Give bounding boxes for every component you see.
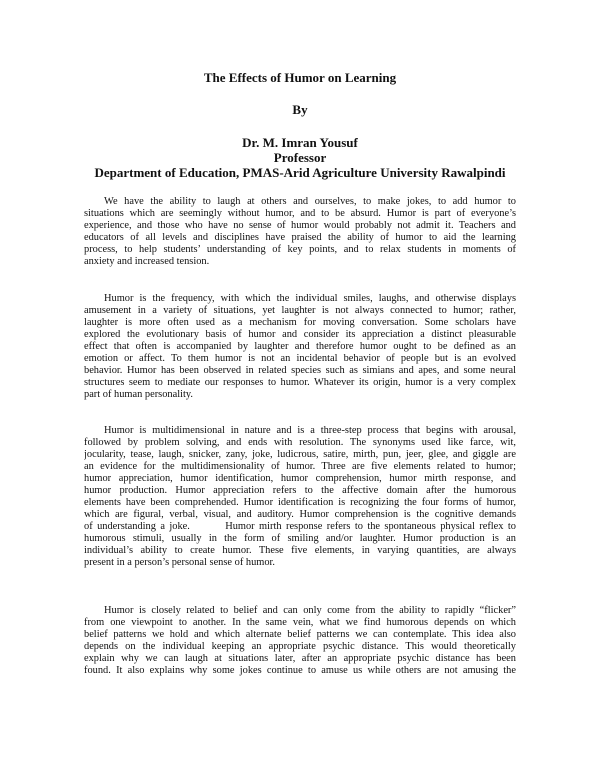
paragraph-3-line: humor appreciation, humor identification, humor comprehension, humor mirth response, and: [84, 473, 516, 484]
paragraph-2-line: effect that often is accompanied by laughter and therefore humor ought to be defined as an: [84, 341, 516, 352]
paragraph-3-line: individual’s ability to create humor. These five elements, in varying quantities, are always: [84, 545, 516, 556]
paragraph-3-line: humor production. Humor appreciation refers to the affective domain after the humorous: [84, 485, 516, 496]
paragraph-4-line: from one viewpoint to another. In the same vein, what we find humorous depends on which: [84, 617, 516, 628]
paragraph-2-line: emotion or affect. To them humor is not an incidental behavior of people but is an evolved: [84, 353, 516, 364]
paragraph-3-line: jocularity, tease, laugh, snicker, zany, joke, ludicrous, satire, mirth, pun, jeer, glee, and giggle are: [84, 449, 516, 460]
paragraph-4-line: found. It also explains why some jokes continue to amuse us while others are not amusing the: [84, 665, 516, 676]
paragraph-4-line: Humor is closely related to belief and can only come from the ability to rapidly “flicker”: [104, 605, 516, 616]
paragraph-2-line: explored the evolutionary basis of humor and consider its appreciation a distinct pleasurable: [84, 329, 516, 340]
paragraph-2-line: behavior. Humor has been observed in related species such as simians and apes, and some neural: [84, 365, 516, 376]
author-affiliation: Department of Education, PMAS-Arid Agriculture University Rawalpindi: [94, 165, 506, 180]
paragraph-1-line: process, to help students’ understanding of key points, and to relax students in moments of: [84, 244, 516, 255]
paragraph-3-line: elements have been comprehended. Humor identification is recognizing the four forms of humor,: [84, 497, 516, 508]
paragraph-4-line: explain why we can laugh at situations later, after an appropriate psychic distance has been: [84, 653, 516, 664]
author-name: Dr. M. Imran Yousuf: [242, 135, 358, 150]
paragraph-1-line: educators of all levels and disciplines have praised the ability of humor to aid the learning: [84, 232, 516, 243]
paragraph-3-line: followed by problem solving, and ends with resolution. The synonyms used like farce, wit,: [84, 437, 516, 448]
paragraph-4-line: depends on the individual keeping an appropriate psychic distance. This would theoretically: [84, 641, 516, 652]
byline: By: [292, 102, 308, 117]
paragraph-4-line: belief patterns we hold and which alternate belief patterns we can contemplate. This idea also: [84, 629, 516, 640]
paragraph-3-line: an evidence for the multidimensionality of humor. Three are five elements related to humor;: [84, 461, 516, 472]
paragraph-2-line: part of human personality.: [84, 389, 193, 400]
paragraph-3-line: which are figural, verbal, visual, and auditory. Humor comprehension is the cognitive demands: [84, 509, 516, 520]
paragraph-2-line: structures seem to mediate our responses to humor. Whatever its origin, humor is a very complex: [84, 377, 516, 388]
paragraph-1-line: situations which are seemingly without humor, and to be absurd. Humor is part of everyone’s: [84, 208, 516, 219]
paragraph-2-line: Humor is the frequency, with which the individual smiles, laughs, and otherwise displays: [104, 293, 516, 304]
paragraph-3-line: humorous stimuli, usually in the form of smiling and/or laughter. Humor production is an: [84, 533, 516, 544]
paragraph-2-line: laughter is more often used as a mechanism for moving conversation. Some scholars have: [84, 317, 516, 328]
paragraph-3-line: of understanding a joke. Humor mirth response refers to the spontaneous physical reflex to: [84, 521, 516, 532]
paragraph-1-line: We have the ability to laugh at others and ourselves, to make jokes, to add humor to: [104, 196, 516, 207]
paragraph-1-line: experience, and those who have no sense of humor would probably not admit it. Teachers and: [84, 220, 516, 231]
paragraph-3-line: Humor is multidimensional in nature and is a three-step process that begins with arousal,: [104, 425, 516, 436]
paper-title: The Effects of Humor on Learning: [203, 70, 397, 85]
paragraph-3-line: present in a person’s personal sense of humor.: [84, 557, 276, 568]
author-position: Professor: [273, 150, 327, 165]
paragraph-2-line: amusement in a variety of situations, yet laughter is not always connected to humor; rather,: [84, 305, 516, 316]
paragraph-1-line: anxiety and increased tension.: [84, 256, 210, 267]
